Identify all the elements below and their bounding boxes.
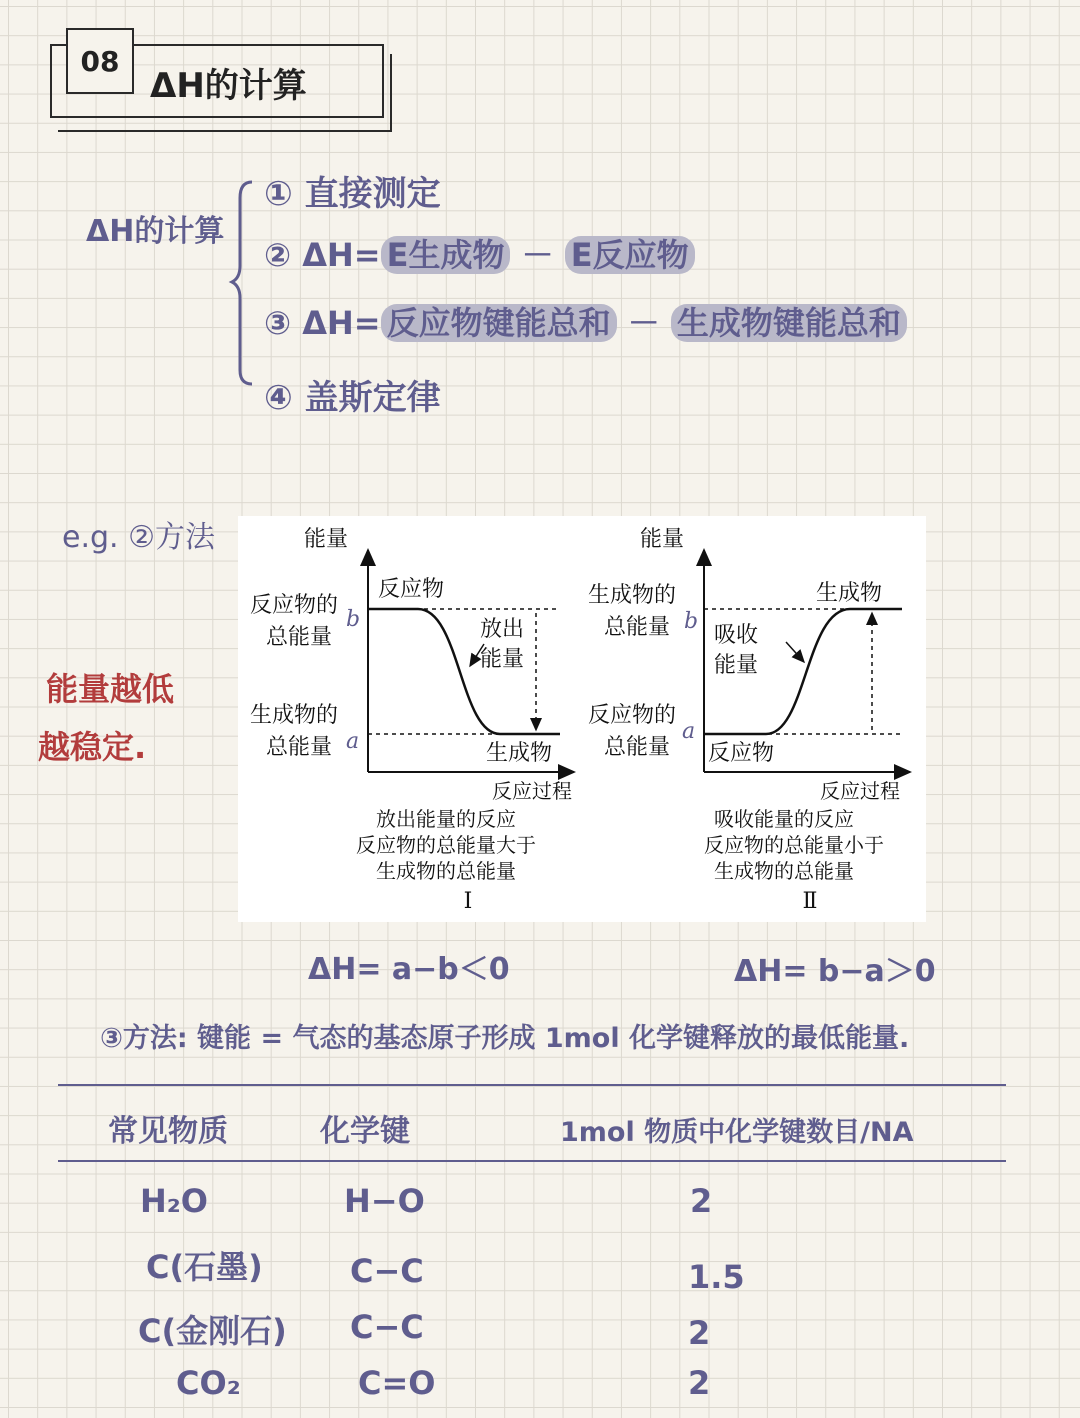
energy-diagram-figure <box>238 516 926 922</box>
methods-label: ΔH的计算 <box>86 214 225 249</box>
method-operator: － <box>521 236 554 274</box>
section-number: 08 <box>66 28 134 94</box>
method-term-highlight: E生成物 <box>381 236 511 274</box>
x-axis-label: 反应过程 <box>820 779 900 803</box>
table-cell: H−O <box>344 1182 425 1220</box>
product-label: 生成物 <box>486 741 553 766</box>
caption-line-2: 反应物的总能量大于 <box>356 833 536 857</box>
mark-b: b <box>684 609 699 634</box>
table-header-rule <box>58 1160 1006 1162</box>
table-cell: C(金刚石) <box>138 1312 287 1350</box>
caption-line-1: 吸收能量的反应 <box>714 807 854 831</box>
low-level-label-2: 总能量 <box>604 735 671 760</box>
table-cell: C=O <box>358 1364 436 1402</box>
formula-right: ΔH= b−a＞0 <box>734 954 936 989</box>
reactant-label: 反应物 <box>708 741 775 766</box>
panel-roman: Ⅰ <box>463 889 473 914</box>
method-num: ③ <box>264 304 292 342</box>
bond-energy-definition: ③方法: 键能 = 气态的基态原子形成 1mol 化学键释放的最低能量. <box>100 1023 910 1054</box>
energy-diagram <box>238 516 926 922</box>
page-title: ΔH的计算 <box>150 66 307 106</box>
low-level-label-1: 生成物的 <box>250 703 339 728</box>
method-item-4 <box>264 370 441 419</box>
caption-line-3: 生成物的总能量 <box>376 859 516 883</box>
table-header-count: 1mol 物质中化学键数目/NA <box>560 1117 914 1148</box>
y-axis-label: 能量 <box>640 527 685 552</box>
method-prefix: ΔH= <box>302 304 381 342</box>
method-term-highlight: 生成物键能总和 <box>671 304 907 342</box>
low-level-label-1: 反应物的 <box>588 703 677 728</box>
table-top-rule <box>58 1084 1006 1086</box>
x-axis-label: 反应过程 <box>492 779 572 803</box>
high-level-label-2: 总能量 <box>266 625 333 650</box>
note-line-2: 越稳定. <box>38 728 147 766</box>
method-term-highlight: E反应物 <box>565 236 695 274</box>
mark-a: a <box>346 729 360 754</box>
product-label: 生成物 <box>816 581 883 606</box>
high-level-label-1: 反应物的 <box>250 593 339 618</box>
formula-left: ΔH= a−b＜0 <box>308 952 510 987</box>
caption-line-2: 反应物的总能量小于 <box>704 833 884 857</box>
y-axis-label: 能量 <box>304 527 349 552</box>
reactant-label: 反应物 <box>378 577 445 602</box>
table-cell: C−C <box>350 1252 424 1290</box>
brace-icon <box>228 178 258 388</box>
method-prefix: ΔH= <box>302 236 381 274</box>
caption-line-3: 生成物的总能量 <box>714 859 854 883</box>
table-cell: H₂O <box>140 1182 208 1220</box>
reaction-curve <box>368 609 560 734</box>
table-cell: 2 <box>688 1364 711 1402</box>
method-term-highlight: 反应物键能总和 <box>381 304 617 342</box>
arrow-label-1: 放出 <box>480 617 525 642</box>
method-text: 直接测定 <box>304 174 441 214</box>
panel-roman: Ⅱ <box>802 889 818 914</box>
table-cell: CO₂ <box>176 1364 241 1402</box>
method-num: ① <box>264 174 293 214</box>
arrow-label-2: 能量 <box>714 653 759 678</box>
table-cell: C(石墨) <box>146 1248 263 1286</box>
pointer-arrow <box>786 642 804 662</box>
method-item-2 <box>264 230 695 276</box>
table-cell: 2 <box>690 1182 713 1220</box>
table-cell: 1.5 <box>688 1258 745 1296</box>
note-line-1: 能量越低 <box>46 670 175 708</box>
table-header-substance: 常见物质 <box>108 1114 228 1149</box>
caption-line-1: 放出能量的反应 <box>376 807 516 831</box>
method-item-1 <box>264 166 441 215</box>
high-level-label-1: 生成物的 <box>588 583 677 608</box>
mark-a: a <box>682 719 696 744</box>
table-header-bond: 化学键 <box>320 1114 410 1149</box>
example-label: e.g. ②方法 <box>62 520 216 555</box>
low-level-label-2: 总能量 <box>266 735 333 760</box>
table-cell: C−C <box>350 1308 424 1346</box>
method-num: ② <box>264 236 292 274</box>
mark-b: b <box>346 607 361 632</box>
arrow-label-2: 能量 <box>480 647 525 672</box>
method-num: ④ <box>264 378 293 418</box>
method-item-3 <box>264 298 907 344</box>
high-level-label-2: 总能量 <box>604 615 671 640</box>
diagram-endothermic <box>588 527 910 914</box>
table-cell: 2 <box>688 1314 711 1352</box>
method-operator: － <box>627 304 660 342</box>
diagram-exothermic <box>250 527 574 914</box>
arrow-label-1: 吸收 <box>714 623 759 648</box>
method-text: 盖斯定律 <box>304 378 441 418</box>
